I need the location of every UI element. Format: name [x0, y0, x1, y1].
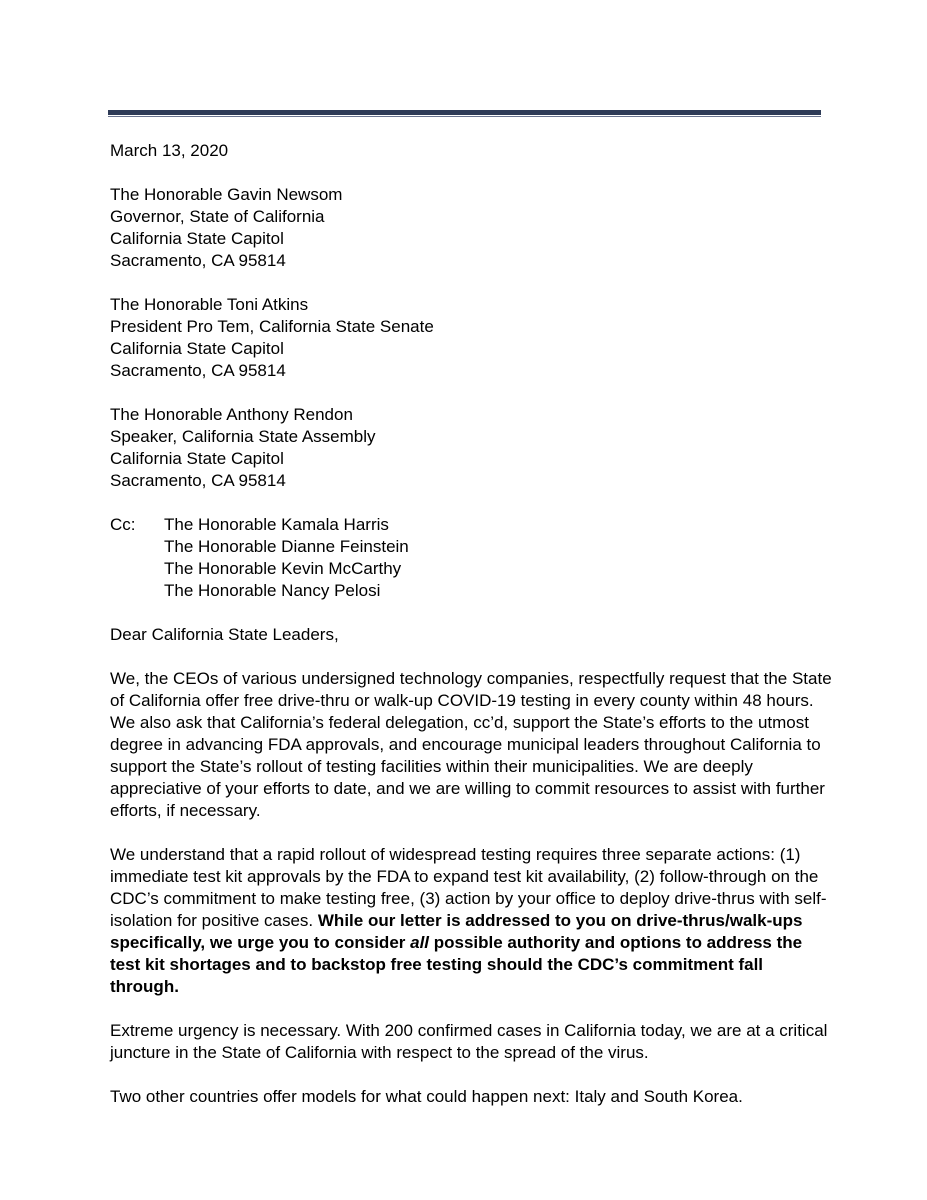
cc-label: Cc:	[110, 515, 136, 534]
cc-name: The Honorable Kevin McCarthy	[164, 559, 402, 578]
letterhead-rule	[108, 110, 821, 117]
letterhead-rule-thick	[108, 110, 821, 115]
recipient-line: Sacramento, CA 95814	[110, 251, 286, 270]
paragraph-line: of California offer free drive-thru or walk-up COVID-19 testing in every county within 48 hours.	[110, 691, 814, 710]
recipient-newsom	[110, 184, 822, 272]
paragraph-line: We, the CEOs of various undersigned technology companies, respectfully request that the State	[110, 669, 832, 688]
paragraph-line: We understand that a rapid rollout of widespread testing requires three separate actions: (1)	[110, 845, 801, 864]
paragraph-line: test kit shortages and to backstop free testing should the CDC’s commitment fall	[110, 955, 764, 974]
recipient-line: Speaker, California State Assembly	[110, 427, 376, 446]
cc-name: The Honorable Dianne Feinstein	[164, 537, 409, 556]
letter-body	[110, 140, 832, 1130]
paragraph-line: CDC’s commitment to make testing free, (3) action by your office to deploy drive-thrus with self-	[110, 889, 827, 908]
paragraph-line: We also ask that California’s federal delegation, cc’d, support the State’s efforts to the utmost	[110, 713, 809, 732]
salutation-text: Dear California State Leaders,	[110, 625, 339, 644]
recipient-line: The Honorable Gavin Newsom	[110, 185, 343, 204]
cc-name: The Honorable Kamala Harris	[164, 515, 389, 534]
paragraph-line: Two other countries offer models for what could happen next: Italy and South Korea.	[110, 1087, 743, 1106]
paragraph-line: support the State’s rollout of testing facilities within their municipalities. We are deeply	[110, 757, 753, 776]
paragraph-line: degree in advancing FDA approvals, and encourage municipal leaders throughout California to	[110, 735, 821, 754]
letter-date	[110, 140, 822, 162]
recipient-line: President Pro Tem, California State Senate	[110, 317, 434, 336]
recipient-line: The Honorable Anthony Rendon	[110, 405, 353, 424]
paragraph-actions	[110, 844, 827, 998]
paragraph-text: isolation for positive cases.	[110, 911, 318, 930]
emphasis-text: possible authority and options to address the	[429, 933, 803, 952]
recipient-line: California State Capitol	[110, 339, 284, 358]
recipient-line: California State Capitol	[110, 229, 284, 248]
cc-name: The Honorable Nancy Pelosi	[164, 581, 381, 600]
paragraph-urgency	[110, 1020, 828, 1064]
paragraph-request	[110, 668, 832, 822]
emphasis-text: While our letter is addressed to you on drive-thrus/walk-ups	[317, 911, 803, 930]
emphasis-italic-text: all	[410, 933, 430, 952]
paragraph-line: efforts, if necessary.	[110, 801, 261, 820]
recipient-rendon	[110, 404, 822, 492]
date-text: March 13, 2020	[110, 141, 229, 160]
emphasis-text: specifically, we urge you to consider	[110, 933, 411, 952]
cc-names	[164, 514, 409, 602]
paragraph-line: immediate test kit approvals by the FDA to expand test kit availability, (2) follow-through on the	[110, 867, 819, 886]
paragraph-line: appreciative of your efforts to date, and we are willing to commit resources to assist with further	[110, 779, 825, 798]
recipient-line: The Honorable Toni Atkins	[110, 295, 309, 314]
cc-list	[110, 514, 822, 602]
recipient-line: Governor, State of California	[110, 207, 325, 226]
recipient-line: California State Capitol	[110, 449, 284, 468]
recipient-line: Sacramento, CA 95814	[110, 471, 286, 490]
letterhead-rule-thin	[108, 116, 821, 117]
recipient-line: Sacramento, CA 95814	[110, 361, 286, 380]
paragraph-line: through.	[110, 977, 179, 996]
recipient-atkins	[110, 294, 822, 382]
salutation	[110, 624, 822, 646]
paragraph-models	[110, 1086, 822, 1108]
paragraph-line	[110, 910, 822, 932]
paragraph-line: Extreme urgency is necessary. With 200 confirmed cases in California today, we are at a critical	[110, 1021, 828, 1040]
paragraph-line	[110, 932, 822, 954]
paragraph-line: juncture in the State of California with respect to the spread of the virus.	[110, 1043, 649, 1062]
